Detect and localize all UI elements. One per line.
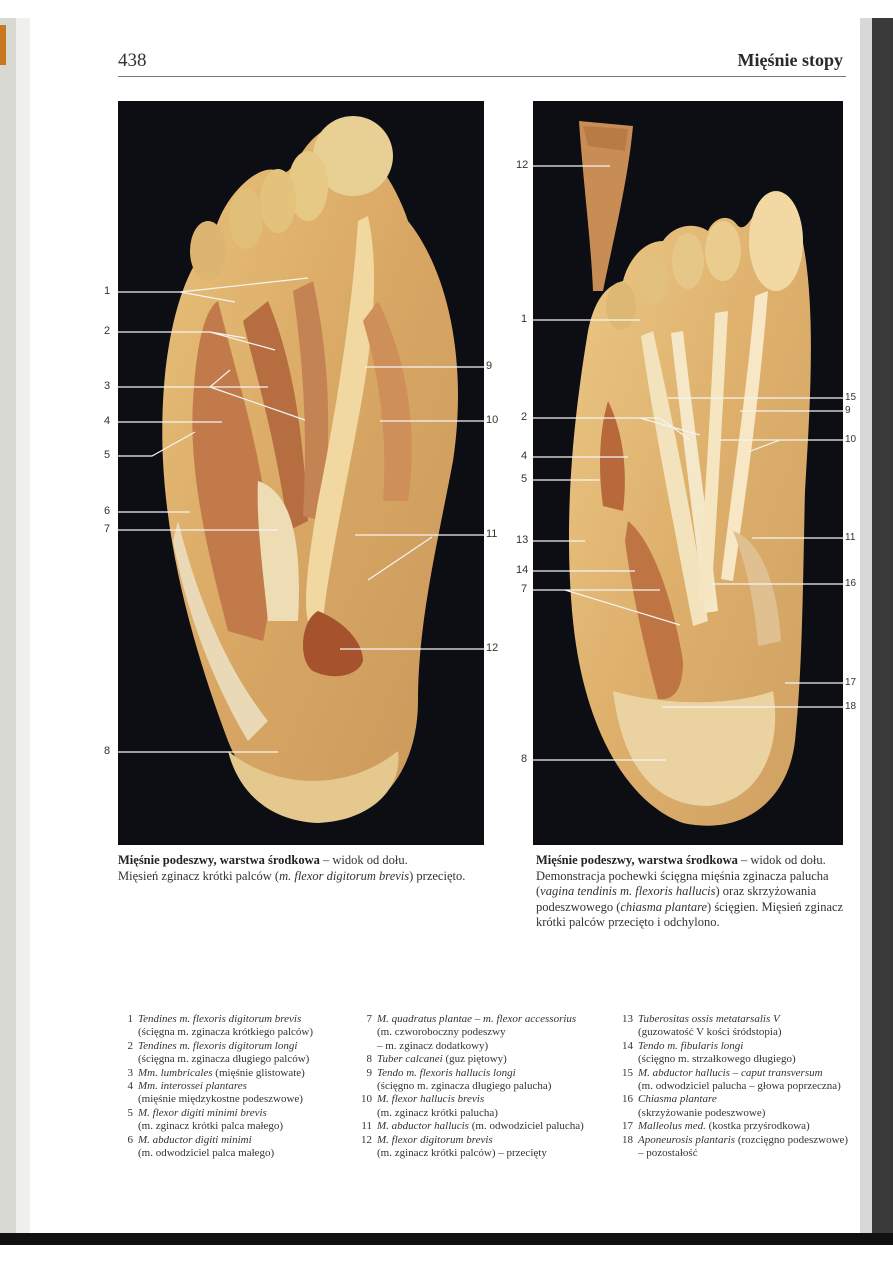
legend-item-translation: (m. zginacz krótki palców) – przecięty bbox=[377, 1147, 547, 1160]
legend-item-latin: M. flexor hallucis brevis bbox=[377, 1093, 485, 1106]
legend-item-latin: Chiasma plantare bbox=[638, 1093, 717, 1106]
figure-right-label-16: 16 bbox=[845, 578, 857, 589]
legend-item-number: 1 bbox=[127, 1013, 133, 1025]
legend-item bbox=[118, 1134, 348, 1161]
legend-item-latin: Tendines m. flexoris digitorum brevis bbox=[138, 1013, 302, 1025]
legend-item bbox=[618, 1134, 850, 1161]
legend-item bbox=[118, 1107, 348, 1134]
legend-item-translation-inline: (m. odwodziciel palucha) bbox=[468, 1120, 584, 1133]
legend-item bbox=[357, 1093, 597, 1120]
legend-item-translation: (m. zginacz krótki palucha) bbox=[377, 1106, 498, 1119]
legend-item bbox=[618, 1040, 850, 1067]
figure-right-label-9: 9 bbox=[845, 405, 851, 416]
legend-item-latin: Tendo m. flexoris hallucis longi bbox=[377, 1066, 516, 1079]
legend-item-number: 2 bbox=[127, 1039, 133, 1052]
legend-item-latin: M. abductor hallucis bbox=[377, 1120, 469, 1133]
caption-right bbox=[536, 853, 848, 931]
section-title: Mięśnie stopy bbox=[737, 50, 843, 70]
caption-right-title: Mięśnie podeszwy, warstwa środkowa bbox=[536, 853, 738, 867]
legend-column-2 bbox=[357, 1013, 597, 1160]
legend-item-translation-2: – m. zginacz dodatkowy) bbox=[377, 1039, 489, 1052]
legend-item-latin: Tuberositas ossis metatarsalis V bbox=[638, 1013, 780, 1025]
figure-left-label-4: 4 bbox=[104, 415, 111, 427]
legend-item-number: 8 bbox=[366, 1053, 372, 1066]
header-rule bbox=[118, 76, 846, 77]
caption-right-t2: ) oraz skrzyżowania podeszwowego ( bbox=[536, 884, 817, 914]
caption-left-title: Mięśnie podeszwy, warstwa środkowa bbox=[118, 853, 320, 867]
legend-item-number: 17 bbox=[622, 1120, 633, 1133]
legend-item-latin: Tuber calcanei bbox=[377, 1053, 443, 1066]
figure-left-label-2: 2 bbox=[104, 325, 111, 337]
legend-item-latin: Mm. interossei plantares bbox=[138, 1080, 247, 1093]
legend-item bbox=[618, 1067, 850, 1094]
figure-right-label-4: 4 bbox=[521, 450, 528, 462]
figure-left-label-10: 10 bbox=[486, 414, 499, 426]
legend-item-latin: M. quadratus plantae – m. flexor accessorius bbox=[377, 1013, 577, 1025]
legend-item-translation: (guzowatość V kości śródstopia) bbox=[638, 1026, 782, 1039]
figure-right-label-7: 7 bbox=[521, 583, 528, 595]
figure-right-label-14: 14 bbox=[516, 564, 529, 576]
figure-right-label-17: 17 bbox=[845, 677, 857, 688]
legend-column-1 bbox=[118, 1013, 348, 1160]
caption-right-t1: Demonstracja pochewki ścięgna mięśnia zginacza palucha ( bbox=[536, 868, 829, 898]
legend-item-translation-inline: (rozcięgno podeszwowe) bbox=[735, 1133, 849, 1146]
caption-left-latin: m. flexor digitorum brevis bbox=[279, 868, 410, 883]
caption-left-text-before: Mięsień zginacz krótki palców ( bbox=[118, 868, 280, 883]
figure-right-label-11: 11 bbox=[845, 532, 856, 543]
legend-item-latin: M. abductor hallucis – caput transversum bbox=[638, 1066, 823, 1079]
caption-left-text-after: ) przecięto. bbox=[409, 868, 466, 883]
legend-item-number: 15 bbox=[622, 1066, 633, 1079]
legend-item-number: 11 bbox=[361, 1120, 372, 1133]
legend-item-number: 18 bbox=[622, 1133, 633, 1146]
legend-item-translation: (m. zginacz krótki palca małego) bbox=[138, 1120, 284, 1133]
legend-item bbox=[357, 1134, 597, 1161]
legend-item-translation: (mięśnie międzykostne podeszwowe) bbox=[138, 1093, 303, 1106]
figure-right-label-15: 15 bbox=[845, 392, 857, 403]
figure-right-label-5: 5 bbox=[521, 473, 528, 485]
legend-item-number: 7 bbox=[366, 1013, 372, 1025]
figure-left-label-3: 3 bbox=[104, 380, 111, 392]
legend-item bbox=[618, 1093, 850, 1120]
legend-item-latin: Mm. lumbricales bbox=[138, 1066, 213, 1079]
caption-left-title-suffix: – widok od dołu. bbox=[319, 853, 408, 867]
legend-item bbox=[118, 1013, 348, 1040]
legend-item-number: 9 bbox=[366, 1066, 372, 1079]
page-number: 438 bbox=[118, 50, 147, 71]
figure-left-label-7: 7 bbox=[104, 523, 111, 535]
legend-item-latin: M. flexor digiti minimi brevis bbox=[138, 1106, 267, 1119]
legend-item-translation: (ścięgna m. zginacza długiego palców) bbox=[138, 1053, 310, 1066]
figure-left-label-1: 1 bbox=[104, 285, 111, 297]
legend-item-number: 12 bbox=[361, 1133, 372, 1146]
figure-right-label-18: 18 bbox=[845, 701, 857, 712]
figure-right-label-1: 1 bbox=[521, 313, 528, 325]
photo-foot-right bbox=[533, 101, 843, 845]
legend-item-latin: M. abductor digiti minimi bbox=[138, 1133, 252, 1146]
legend-item bbox=[357, 1120, 597, 1133]
legend-item-number: 10 bbox=[361, 1093, 372, 1106]
caption-right-t3: ) ścięgien. Mięsień zginacz krótki palców przecięto i odchylono. bbox=[536, 899, 844, 929]
legend-item-number: 6 bbox=[127, 1133, 133, 1146]
legend-item bbox=[118, 1040, 348, 1067]
figure-left-label-6: 6 bbox=[104, 505, 111, 517]
legend-item bbox=[118, 1067, 348, 1080]
figure-left-label-11: 11 bbox=[486, 528, 498, 540]
legend-item bbox=[118, 1080, 348, 1107]
legend-item-translation: – pozostałość bbox=[638, 1147, 698, 1160]
legend-item-translation: (m. czworoboczny podeszwy bbox=[377, 1026, 506, 1039]
legend-item-translation: (ścięgno m. zginacza długiego palucha) bbox=[377, 1080, 552, 1093]
legend-item-translation: (skrzyżowanie podeszwowe) bbox=[638, 1106, 766, 1119]
legend-column-3 bbox=[618, 1013, 850, 1160]
figure-right-label-2: 2 bbox=[521, 411, 528, 423]
legend-item-latin: M. flexor digitorum brevis bbox=[377, 1133, 493, 1146]
legend-item-translation: (ścięgno m. strzałkowego długiego) bbox=[638, 1053, 796, 1066]
figure-right-label-10: 10 bbox=[845, 434, 857, 445]
legend-item bbox=[357, 1067, 597, 1094]
legend-item-latin: Tendo m. fibularis longi bbox=[638, 1039, 744, 1052]
figure-left-label-9: 9 bbox=[486, 360, 493, 372]
figure-right-label-8: 8 bbox=[521, 753, 528, 765]
legend-item-translation: (m. odwodziciel palca małego) bbox=[138, 1147, 275, 1160]
legend-item-number: 3 bbox=[127, 1066, 133, 1079]
legend-item bbox=[357, 1013, 597, 1053]
legend-item bbox=[618, 1120, 850, 1133]
figure-left-label-8: 8 bbox=[104, 745, 111, 757]
caption-left bbox=[118, 853, 498, 884]
legend-item-number: 5 bbox=[127, 1106, 133, 1119]
legend-item bbox=[357, 1053, 597, 1066]
caption-right-title-suffix: – widok od dołu. bbox=[737, 853, 826, 867]
legend-item-number: 13 bbox=[622, 1013, 633, 1025]
legend-item-translation-inline: (kostka przyśrodkowa) bbox=[705, 1120, 810, 1133]
figure-right-label-12: 12 bbox=[516, 159, 529, 171]
figure-left-label-5: 5 bbox=[104, 449, 111, 461]
photo-foot-left bbox=[118, 101, 484, 845]
figure-right-label-13: 13 bbox=[516, 534, 529, 546]
legend-item-translation-inline: (guz piętowy) bbox=[442, 1053, 507, 1066]
legend-item-number: 14 bbox=[622, 1039, 633, 1052]
legend-item-translation-inline: (mięśnie glistowate) bbox=[212, 1066, 305, 1079]
legend-item-latin: Malleolus med. bbox=[638, 1120, 706, 1133]
legend-item-latin: Tendines m. flexoris digitorum longi bbox=[138, 1039, 298, 1052]
legend-item-number: 16 bbox=[622, 1093, 633, 1106]
legend-item-number: 4 bbox=[127, 1080, 133, 1093]
legend-item-translation: (m. odwodziciel palucha – głowa poprzeczna) bbox=[638, 1080, 841, 1093]
caption-right-l2: chiasma plantare bbox=[620, 899, 708, 914]
caption-right-l1: vagina tendinis m. flexoris hallucis bbox=[540, 884, 716, 898]
legend-item-latin: Aponeurosis plantaris bbox=[638, 1133, 736, 1146]
legend-item-translation: (ścięgna m. zginacza krótkiego palców) bbox=[138, 1026, 314, 1039]
legend-item bbox=[618, 1013, 850, 1040]
figure-left-label-12: 12 bbox=[486, 642, 499, 654]
